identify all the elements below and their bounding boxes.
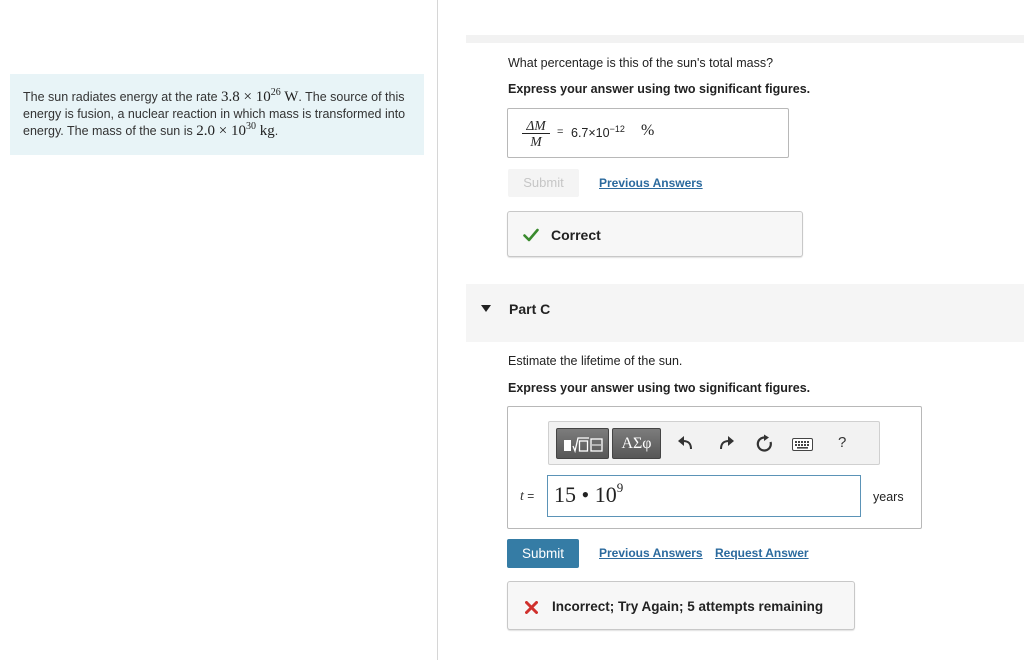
- problem-statement: [10, 74, 424, 155]
- part-b-submit-button[interactable]: Submit: [508, 169, 579, 197]
- fraction-numerator: ΔM: [522, 118, 550, 134]
- part-b-answer-unit: %: [641, 122, 655, 139]
- feedback-correct-label: Correct: [551, 227, 601, 243]
- reset-icon[interactable]: [755, 434, 774, 453]
- incorrect-x-icon: [525, 601, 538, 614]
- collapse-triangle-icon[interactable]: [481, 305, 491, 312]
- request-answer-link[interactable]: Request Answer: [715, 546, 809, 560]
- help-button[interactable]: ?: [838, 434, 847, 451]
- part-c-title: Part C: [509, 301, 551, 317]
- problem-pane: [0, 0, 438, 660]
- feedback-incorrect-label: Incorrect; Try Again; 5 attempts remaining: [552, 599, 824, 614]
- part-c-answer-box: [507, 406, 922, 529]
- part-c-instruction: Express your answer using two significant figures.: [508, 381, 811, 395]
- mass-ratio-fraction: [522, 118, 550, 149]
- problem-text-1: The sun radiates energy at the rate: [23, 90, 222, 104]
- redo-icon[interactable]: [717, 435, 735, 451]
- mass-value: $2.0 \times 10^{30}$ kg: [196, 121, 275, 139]
- checkmark-icon: [523, 228, 539, 242]
- keyboard-icon[interactable]: [792, 438, 813, 451]
- problem-text-3: .: [274, 124, 279, 138]
- part-b-question: What percentage is this of the sun's total mass?: [508, 56, 774, 70]
- lifetime-answer-input[interactable]: 15 • $10^9$: [547, 475, 861, 517]
- part-c-feedback: [507, 581, 855, 630]
- part-b-instruction: Express your answer using two significant figures.: [508, 82, 811, 96]
- symbols-button[interactable]: ΑΣφ: [612, 428, 661, 459]
- part-b-answer-box: [507, 108, 789, 158]
- variable-label: t =: [520, 489, 535, 504]
- part-c-header[interactable]: [466, 284, 1024, 342]
- undo-icon[interactable]: [677, 435, 695, 451]
- part-b-answer-value: $6.7\times 10^{-12}$: [571, 124, 625, 140]
- part-b-previous-answers-link[interactable]: Previous Answers: [599, 176, 703, 190]
- math-toolbar: [548, 421, 880, 465]
- section-divider: [466, 35, 1024, 43]
- problem-text-2: . The source of this energy is fusion, a nuclear reaction in which mass is transformed into energy. The mass of the sun is: [23, 90, 406, 138]
- fraction-denominator: M: [530, 134, 542, 149]
- equals-sign: =: [557, 126, 564, 138]
- part-b-feedback: [507, 211, 803, 257]
- templates-button[interactable]: [556, 428, 609, 459]
- part-c-question: Estimate the lifetime of the sun.: [508, 354, 683, 368]
- part-c-previous-answers-link[interactable]: Previous Answers: [599, 546, 703, 560]
- answer-unit-label: years: [873, 490, 904, 504]
- power-value: $3.8 \times 10^{26}$ W: [221, 87, 299, 105]
- part-c-submit-button[interactable]: Submit: [507, 539, 579, 568]
- templates-icon: [557, 429, 610, 460]
